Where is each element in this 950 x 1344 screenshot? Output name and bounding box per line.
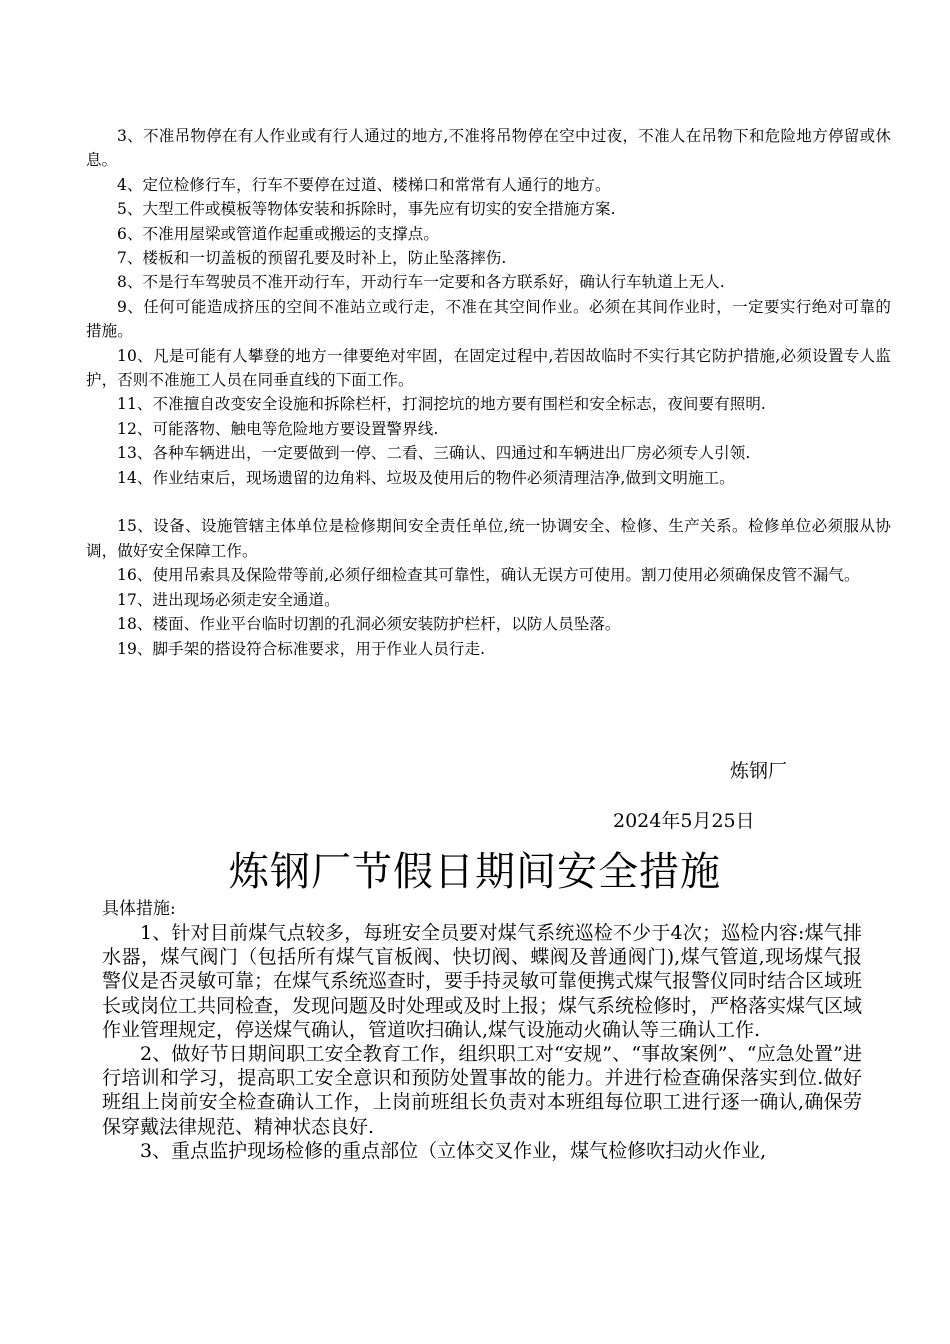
rule-item: 17、进出现场必须走安全通道。 (117, 590, 340, 609)
rule-item: 5、大型工件或模板等物体安装和拆除时，事先应有切实的安全措施方案. (117, 200, 616, 219)
rule-item: 8、不是行车驾驶员不准开动行车，开动行车一定要和各方联系好，确认行车轨道上无人. (117, 273, 725, 292)
rule-item: 12、可能落物、触电等危险地方要设置警界线. (117, 419, 439, 438)
rule-item: 9、任何可能造成挤压的空间不准站立或行走，不准在其空间作业。必须在其间作业时，一定要实行绝对可靠的措施。 (86, 297, 891, 341)
safety-rules-list (86, 124, 891, 661)
rule-item: 13、各种车辆进出，一定要做到一停、二看、三确认、四通过和车辆进出厂房必须专人引领. (117, 444, 751, 463)
document-title: 炼钢厂节假日期间安全措施 (229, 849, 721, 895)
rule-item: 19、脚手架的搭设符合标准要求，用于作业人员行走. (117, 639, 486, 658)
measure-item: 1、针对目前煤气点较多，每班安全员要对煤气系统巡检不少于4次；巡检内容:煤气排水器，煤气阀门（包括所有煤气盲板阀、快切阀、蝶阀及普通阀门),煤气管道,现场煤气报警仪是否灵敏可靠；在煤气系统巡查时，要手持灵敏可靠便携式煤气报警仪同时结合区域班长或岗位工共同检查，发现问题及时处理或及时上报；煤气系统检修时，严格落实煤气区域作业管理规定，停送煤气确认，管道吹扫确认,煤气设施动火确认等三确认工作. (102, 922, 863, 1041)
rule-item: 10、凡是可能有人攀登的地方一律要绝对牢固，在固定过程中,若因故临时不实行其它防护措施,必须设置专人监护，否则不准施工人员在同垂直线的下面工作。 (86, 346, 891, 390)
holiday-measures-section (102, 898, 862, 1163)
measure-item: 2、做好节日期间职工安全教育工作，组织职工对“安规”、“事故案例”、“应急处置”进行培训和学习，提高职工安全意识和预防处置事故的能力。并进行检查确保落实到位.做好班组上岗前安全检查确认工作，上岗前班组长负责对本班组每位职工进行逐一确认,确保劳保穿戴法律规范、精神状态良好. (102, 1043, 862, 1138)
measures-intro: 具体措施: (102, 899, 176, 919)
rule-item: 14、作业结束后，现场遗留的边角料、垃圾及使用后的物件必须清理洁净,做到文明施工。 (117, 468, 735, 487)
measure-item: 3、重点监护现场检修的重点部位（立体交叉作业，煤气检修吹扫动火作业, (140, 1139, 767, 1162)
rule-item: 15、设备、设施管辖主体单位是检修期间安全责任单位,统一协调安全、检修、生产关系。检修单位必须服从协调，做好安全保障工作。 (86, 517, 891, 560)
signature-organization: 炼钢厂 (730, 760, 788, 782)
rule-item: 4、定位检修行车，行车不要停在过道、楼梯口和常常有人通行的地方。 (117, 175, 611, 194)
signature-date: 2024年5月25日 (613, 810, 755, 832)
rule-item: 11、不准擅自改变安全设施和拆除栏杆，打洞挖坑的地方要有围栏和安全标志，夜间要有照明. (117, 395, 766, 414)
rule-item: 6、不准用屋梁或管道作起重或搬运的支撑点。 (117, 224, 439, 243)
rule-item: 18、楼面、作业平台临时切割的孔洞必须安装防护栏杆，以防人员坠落。 (117, 615, 621, 634)
rule-item: 16、使用吊索具及保险带等前,必须仔细检查其可靠性，确认无误方可使用。割刀使用必须确保皮管不漏气。 (117, 566, 860, 585)
rule-item: 7、楼板和一切盖板的预留孔要及时补上，防止坠落摔伤. (117, 249, 507, 268)
rule-item: 3、不准吊物停在有人作业或有行人通过的地方,不准将吊物停在空中过夜，不准人在吊物下和危险地方停留或休息。 (86, 127, 891, 170)
